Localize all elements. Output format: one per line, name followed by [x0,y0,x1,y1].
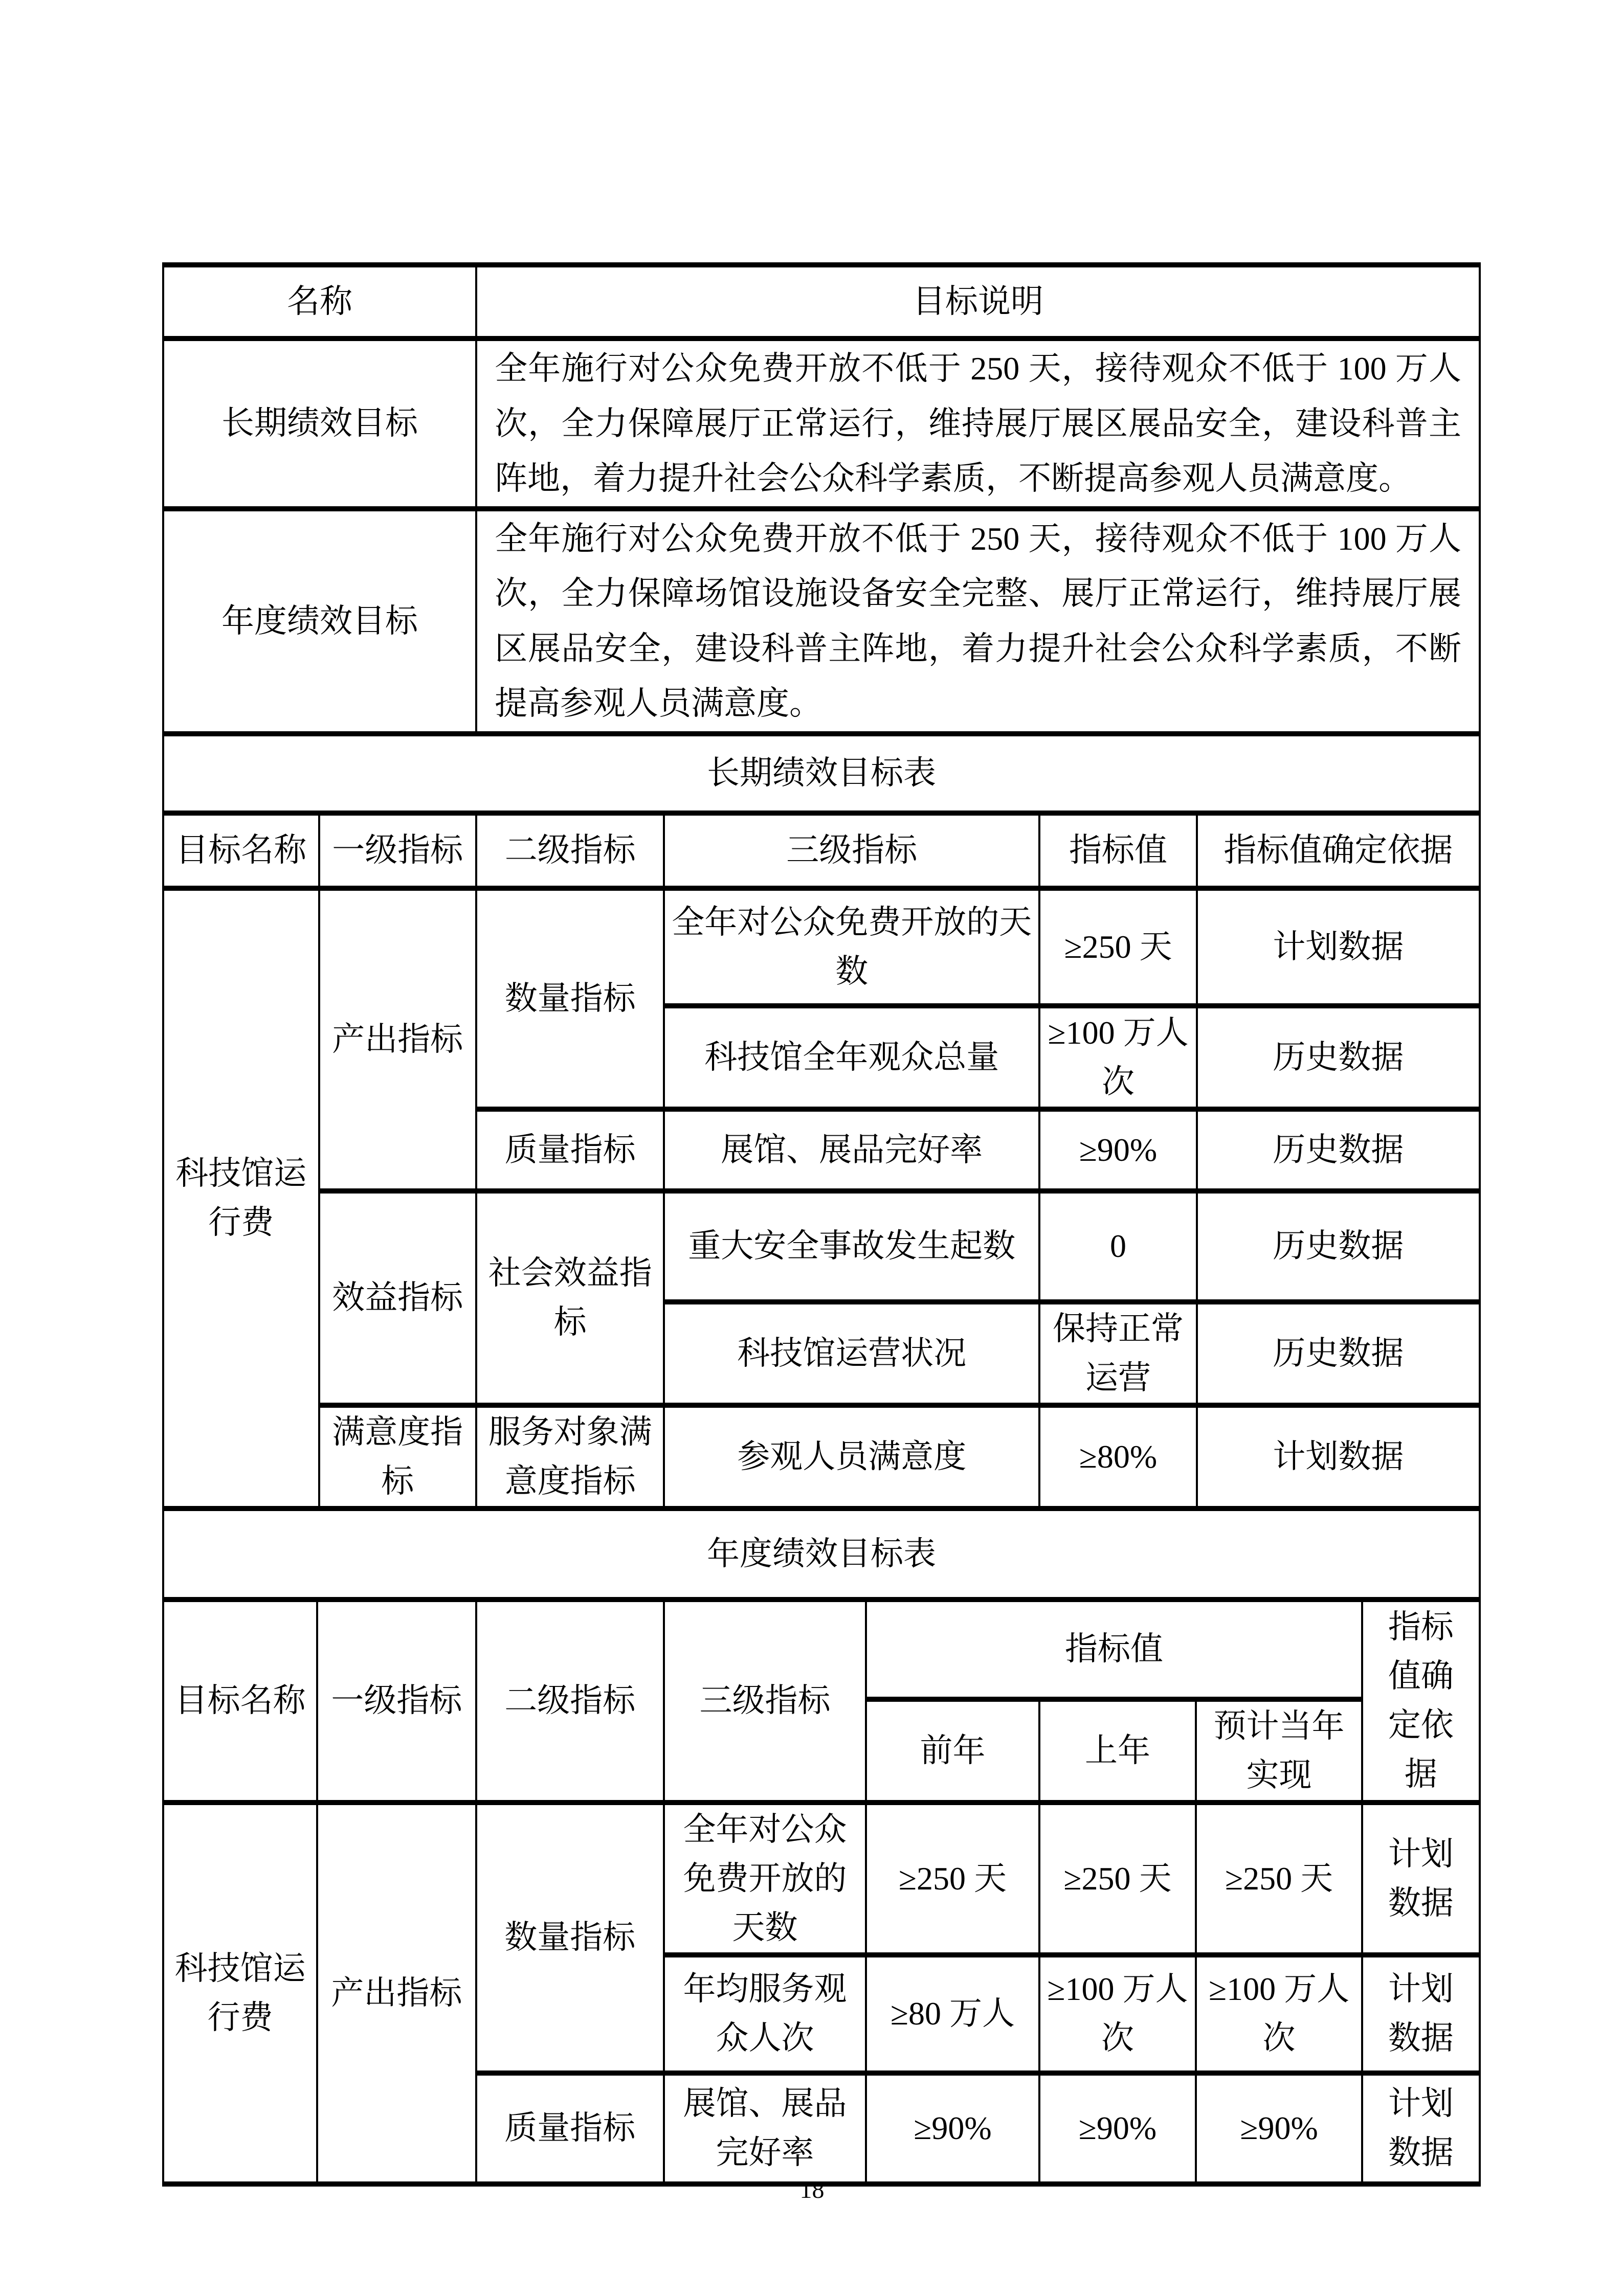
at-cell-row1-current: ≥100 万人次 [1196,1955,1362,2073]
at-cell-row2-current: ≥90% [1196,2073,1362,2184]
lt-header-level2: 二级指标 [476,816,664,888]
at-cell-row0-indicator: 全年对公众免费开放的天数 [664,1803,866,1955]
lt-cell-social-benefit-group: 社会效益指标 [476,1191,664,1405]
at-cell-goal-name: 科技馆运行费 [163,1803,317,2184]
at-cell-quality-group: 质量指标 [476,2073,664,2184]
annual-table-title [162,1511,1481,1602]
lt-cell-benefit-group: 效益指标 [319,1191,477,1405]
lt-cell-row3-value: 0 [1039,1191,1197,1302]
at-cell-row2-prev1: ≥90% [1039,2073,1196,2184]
cell-annual-goal-label: 年度绩效目标 [163,509,476,734]
lt-cell-row3-basis: 历史数据 [1197,1191,1480,1302]
at-header-level1: 一级指标 [317,1602,476,1803]
header-goal-description: 目标说明 [476,265,1480,339]
at-cell-row0-prev2: ≥250 天 [866,1803,1039,1955]
lt-cell-row0-indicator: 全年对公众免费开放的天数 [664,888,1039,1006]
long-term-table-title-text: 长期绩效目标表 [163,736,1480,813]
at-header-prev1: 上年 [1039,1699,1196,1803]
lt-cell-row3-indicator: 重大安全事故发生起数 [664,1191,1039,1302]
cell-annual-goal-desc: 全年施行对公众免费开放不低于 250 天，接待观众不低于 100 万人次，全力保障场馆设施设备安全完整、展厅正常运行，维持展厅展区展品安全，建设科普主阵地，着力提升社会公众科学素质，不断提高参观人员满意度。 [476,509,1480,734]
page-number: 18 [799,2176,825,2203]
at-cell-row0-current: ≥250 天 [1196,1803,1362,1955]
lt-header-basis: 指标值确定依据 [1197,816,1480,888]
lt-header-level3: 三级指标 [664,816,1039,888]
lt-cell-row1-indicator: 科技馆全年观众总量 [664,1006,1039,1109]
lt-cell-service-satisfaction-group: 服务对象满意度指标 [476,1405,664,1509]
lt-cell-row4-indicator: 科技馆运营状况 [664,1302,1039,1405]
lt-cell-row5-indicator: 参观人员满意度 [664,1405,1039,1509]
at-header-prev2: 前年 [866,1699,1039,1803]
at-cell-row2-prev2: ≥90% [866,2073,1039,2184]
lt-cell-row1-value: ≥100 万人次 [1039,1006,1197,1109]
lt-cell-quantity-group: 数量指标 [476,888,664,1109]
at-cell-row0-basis: 计划数据 [1362,1803,1480,1955]
at-cell-row1-indicator: 年均服务观众人次 [664,1955,866,2073]
at-header-goal: 目标名称 [163,1602,317,1803]
at-header-value-group: 指标值 [866,1602,1362,1699]
lt-cell-satisfaction-group: 满意度指标 [319,1405,477,1509]
lt-cell-quality-group: 质量指标 [476,1109,664,1191]
lt-cell-row2-indicator: 展馆、展品完好率 [664,1109,1039,1191]
lt-cell-row2-basis: 历史数据 [1197,1109,1480,1191]
cell-longterm-goal-desc: 全年施行对公众免费开放不低于 250 天，接待观众不低于 100 万人次，全力保障展厅正常运行，维持展厅展区展品安全，建设科普主阵地，着力提升社会公众科学素质，不断提高参观人员满意度。 [476,339,1480,509]
annual-table-title-text: 年度绩效目标表 [163,1511,1480,1600]
tables-container [162,262,1481,2187]
lt-header-goal: 目标名称 [163,816,319,888]
lt-cell-row0-value: ≥250 天 [1039,888,1197,1006]
at-cell-row0-prev1: ≥250 天 [1039,1803,1196,1955]
lt-cell-row4-basis: 历史数据 [1197,1302,1480,1405]
at-cell-row1-prev1: ≥100 万人次 [1039,1955,1196,2073]
lt-cell-row4-value: 保持正常运营 [1039,1302,1197,1405]
at-header-level2: 二级指标 [476,1602,664,1803]
lt-header-value: 指标值 [1039,816,1197,888]
lt-cell-row1-basis: 历史数据 [1197,1006,1480,1109]
at-header-basis: 指标值确定依据 [1362,1602,1480,1803]
at-cell-row2-basis: 计划数据 [1362,2073,1480,2184]
long-term-table-title [162,736,1481,816]
header-name: 名称 [163,265,476,339]
lt-cell-row5-basis: 计划数据 [1197,1405,1480,1509]
lt-cell-row5-value: ≥80% [1039,1405,1197,1509]
lt-cell-goal-name: 科技馆运行费 [163,888,319,1509]
at-cell-row1-basis: 计划数据 [1362,1955,1480,2073]
at-header-current: 预计当年实现 [1196,1699,1362,1803]
lt-cell-row0-basis: 计划数据 [1197,888,1480,1006]
at-header-level3: 三级指标 [664,1602,866,1803]
lt-header-level1: 一级指标 [319,816,477,888]
cell-longterm-goal-label: 长期绩效目标 [163,339,476,509]
lt-cell-output-group: 产出指标 [319,888,477,1191]
at-cell-row2-indicator: 展馆、展品完好率 [664,2073,866,2184]
at-cell-output-group: 产出指标 [317,1803,476,2184]
at-cell-row1-prev2: ≥80 万人 [866,1955,1039,2073]
goal-description-table [162,262,1481,736]
lt-cell-row2-value: ≥90% [1039,1109,1197,1191]
at-cell-quantity-group: 数量指标 [476,1803,664,2073]
annual-goal-table [162,1602,1481,2187]
long-term-goal-table [162,816,1481,1511]
